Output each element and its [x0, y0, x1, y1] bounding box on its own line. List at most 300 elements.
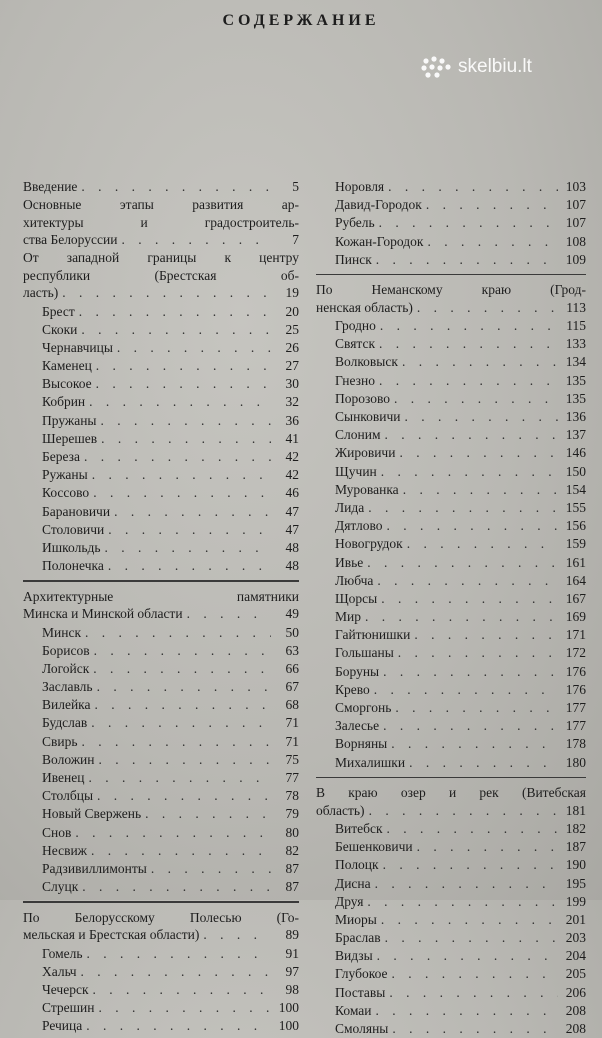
leader-dots [95, 696, 271, 714]
toc-label: Ишкольдь [42, 539, 101, 555]
leader-dots [417, 299, 558, 317]
section-divider [23, 901, 299, 903]
toc-list [316, 820, 586, 1038]
toc-entry [23, 557, 299, 575]
leader-dots [394, 390, 558, 408]
toc-label: Новогрудок [335, 536, 403, 552]
toc-label: Чернавчицы [42, 339, 113, 355]
toc-label: Слоним [335, 427, 381, 443]
toc-page: 109 [565, 251, 586, 267]
toc-label: Речица [42, 1018, 83, 1034]
toc-page: 176 [565, 681, 586, 697]
toc-left-column [23, 178, 299, 1036]
leader-dots [108, 521, 271, 539]
leader-dots [367, 893, 558, 911]
toc-page: 190 [565, 857, 586, 873]
toc-page: 135 [565, 390, 586, 406]
toc-page: 79 [285, 806, 299, 822]
leader-dots [399, 444, 558, 462]
toc-page: 164 [565, 572, 586, 588]
toc-label: Смоляны [335, 1021, 389, 1037]
leader-dots [381, 590, 558, 608]
leader-dots [383, 717, 558, 735]
toc-page: 7 [292, 232, 299, 248]
toc-label: Жировичи [335, 445, 396, 461]
toc-page: 71 [285, 715, 299, 731]
leader-dots [145, 805, 271, 823]
leader-dots [91, 714, 271, 732]
toc-label: Несвиж [42, 842, 87, 858]
toc-page: 204 [565, 948, 586, 964]
leader-dots [409, 754, 558, 772]
leader-dots [84, 448, 271, 466]
leader-dots [381, 463, 558, 481]
toc-label: Полонечка [42, 558, 104, 574]
toc-entry [23, 339, 299, 357]
toc-page: 161 [565, 554, 586, 570]
toc-section-heading [316, 802, 586, 820]
toc-page: 47 [285, 521, 299, 537]
toc-page: 176 [565, 663, 586, 679]
toc-entry [316, 875, 586, 893]
toc-page: 42 [285, 449, 299, 465]
toc-entry [316, 663, 586, 681]
toc-page: 89 [285, 927, 299, 943]
toc-page: 206 [565, 984, 586, 1000]
toc-list [23, 945, 299, 1036]
toc-page: 71 [285, 733, 299, 749]
toc-page: 46 [285, 485, 299, 501]
toc-list [23, 624, 299, 897]
leader-dots [367, 554, 558, 572]
toc-entry [23, 430, 299, 448]
toc-label: Любча [335, 572, 374, 588]
leader-dots [383, 663, 558, 681]
toc-page: 154 [565, 481, 586, 497]
toc-label: Гайтюнишки [335, 627, 411, 643]
toc-label: Свирь [42, 733, 78, 749]
toc-entry [23, 642, 299, 660]
leader-dots [81, 963, 271, 981]
toc-page: 150 [565, 463, 586, 479]
toc-right-column [316, 178, 586, 1038]
toc-label: Святск [335, 336, 376, 352]
toc-entry [316, 754, 586, 772]
toc-page: 180 [565, 754, 586, 770]
toc-label: Видзы [335, 948, 373, 964]
toc-label: Минска и Минской области [23, 606, 183, 622]
toc-entry [316, 911, 586, 929]
leader-dots [89, 393, 271, 411]
toc-page: 26 [285, 339, 299, 355]
toc-page: 171 [565, 627, 586, 643]
leader-dots [379, 372, 558, 390]
toc-entry [23, 624, 299, 642]
toc-entry [23, 860, 299, 878]
leader-dots [187, 605, 271, 623]
toc-page: 107 [565, 215, 586, 231]
toc-label: Столовичи [42, 521, 105, 537]
toc-entry [23, 466, 299, 484]
toc-entry [316, 426, 586, 444]
leader-dots [81, 178, 271, 196]
toc-label: Чечерск [42, 981, 89, 997]
toc-entry [23, 769, 299, 787]
toc-page: 47 [285, 503, 299, 519]
toc-page: 135 [565, 372, 586, 388]
toc-label: Шерешев [42, 430, 98, 446]
toc-entry [316, 1002, 586, 1020]
leader-dots [88, 769, 271, 787]
toc-page: 19 [285, 285, 299, 301]
leader-dots [414, 626, 558, 644]
toc-label: Дятлово [335, 518, 383, 534]
toc-entry [23, 805, 299, 823]
leader-dots [79, 303, 271, 321]
dots-logo-icon [420, 55, 452, 79]
toc-page: 100 [278, 1018, 299, 1034]
leader-dots [203, 926, 271, 944]
leader-dots [384, 426, 558, 444]
toc-page: 182 [565, 820, 586, 836]
toc-entry [316, 893, 586, 911]
toc-page: 156 [565, 518, 586, 534]
toc-heading-line: По Неманскому краю (Грод- [316, 282, 586, 298]
toc-entry-intro [23, 178, 299, 196]
toc-page: 36 [285, 412, 299, 428]
toc-entry [316, 645, 586, 663]
leader-dots [91, 842, 271, 860]
toc-entry [316, 572, 586, 590]
leader-dots [96, 375, 271, 393]
toc-label: Барановичи [42, 503, 111, 519]
leader-dots [98, 999, 271, 1017]
toc-page: 42 [285, 467, 299, 483]
leader-dots [407, 535, 558, 553]
toc-page: 137 [565, 427, 586, 443]
leader-dots [379, 214, 558, 232]
leader-dots [94, 642, 271, 660]
leader-dots [427, 233, 558, 251]
leader-dots [405, 408, 558, 426]
toc-entry [316, 590, 586, 608]
toc-heading-line: хитектуры и градостроитель- [23, 214, 299, 230]
toc-label: Гнезно [335, 372, 375, 388]
toc-entry [316, 463, 586, 481]
toc-entry [316, 196, 586, 214]
toc-entry [316, 372, 586, 390]
toc-label: Миоры [335, 911, 377, 927]
leader-dots [388, 178, 558, 196]
toc-page: 178 [565, 736, 586, 752]
page-title: СОДЕРЖАНИЕ [222, 12, 380, 29]
toc-entry [316, 251, 586, 269]
leader-dots [389, 984, 558, 1002]
toc-list [23, 303, 299, 576]
leader-dots [114, 503, 271, 521]
toc-entry [316, 626, 586, 644]
leader-dots [365, 608, 558, 626]
toc-entry [23, 448, 299, 466]
toc-page: 159 [565, 536, 586, 552]
section-divider [316, 777, 586, 779]
toc-label: Браслав [335, 930, 381, 946]
toc-label: Воложин [42, 751, 95, 767]
toc-page: 87 [285, 879, 299, 895]
leader-dots [402, 353, 558, 371]
leader-dots [403, 481, 558, 499]
toc-label: Порозово [335, 390, 391, 406]
leader-dots [385, 929, 558, 947]
toc-section-heading [23, 284, 299, 302]
leader-dots [392, 965, 559, 983]
leader-dots [395, 699, 558, 717]
toc-label: Волковыск [335, 354, 398, 370]
toc-label: Глубокое [335, 966, 388, 982]
toc-entry [316, 214, 586, 232]
toc-entry [23, 715, 299, 733]
toc-label: Стрешин [42, 1000, 95, 1016]
toc-label: Минск [42, 624, 82, 640]
toc-label: Вилейка [42, 697, 91, 713]
toc-label: Высокое [42, 376, 92, 392]
toc-entry [316, 681, 586, 699]
leader-dots [101, 430, 271, 448]
toc-label: Радзивиллимонты [42, 860, 147, 876]
toc-page: 32 [285, 394, 299, 410]
toc-page: 20 [285, 303, 299, 319]
toc-label: Полоцк [335, 857, 379, 873]
toc-entry [23, 733, 299, 751]
toc-page: 91 [285, 945, 299, 961]
toc-page: 113 [566, 299, 586, 315]
toc-page: 115 [566, 318, 586, 334]
toc-entry [316, 929, 586, 947]
toc-entry [23, 824, 299, 842]
leader-dots [398, 644, 558, 662]
toc-entry [316, 233, 586, 251]
toc-label: Каменец [42, 358, 92, 374]
leader-dots [99, 751, 271, 769]
toc-label: Пинск [335, 251, 372, 267]
toc-heading-line: От западной границы к центру [23, 250, 299, 266]
leader-dots [87, 945, 271, 963]
leader-dots [108, 557, 271, 575]
leader-dots [381, 911, 558, 929]
toc-page: 77 [285, 770, 299, 786]
leader-dots [375, 875, 558, 893]
watermark [420, 55, 532, 79]
toc-label: Ворняны [335, 736, 388, 752]
toc-entry [23, 357, 299, 375]
toc-page: 136 [565, 409, 586, 425]
toc-entry [23, 878, 299, 896]
toc-label: Скоки [42, 321, 78, 337]
leader-dots [391, 735, 558, 753]
toc-entry [316, 699, 586, 717]
leader-dots [101, 412, 271, 430]
toc-page: 67 [285, 679, 299, 695]
leader-dots [86, 1017, 271, 1035]
toc-entry [316, 856, 586, 874]
leader-dots [62, 284, 271, 302]
toc-label: мельская и Брестская области) [23, 927, 200, 943]
toc-entry [316, 947, 586, 965]
toc-heading-line: По Белорусскому Полесью (Го- [23, 909, 299, 925]
toc-label: Ивенец [42, 770, 85, 786]
toc-label: ненская область) [316, 299, 413, 315]
leader-dots [392, 1020, 558, 1038]
leader-dots [377, 947, 558, 965]
toc-entry [316, 408, 586, 426]
leader-dots [97, 678, 271, 696]
leader-dots [417, 838, 558, 856]
toc-page: 133 [565, 336, 586, 352]
toc-page: 155 [565, 499, 586, 515]
toc-page: 68 [285, 697, 299, 713]
toc-page: 177 [565, 718, 586, 734]
toc-label: Гольшаны [335, 645, 394, 661]
toc-page: 167 [565, 590, 586, 606]
toc-page: 187 [565, 839, 586, 855]
toc-page: 172 [565, 645, 586, 661]
leader-dots [75, 824, 271, 842]
toc-label: Залесье [335, 718, 380, 734]
leader-dots [377, 572, 558, 590]
toc-page: 30 [285, 376, 299, 392]
toc-entry [23, 981, 299, 999]
toc-heading-line: В краю озер и рек (Витебская [316, 785, 586, 801]
leader-dots [96, 357, 271, 375]
leader-dots [383, 856, 558, 874]
toc-entry [23, 963, 299, 981]
toc-section-heading [316, 299, 586, 317]
toc-label: Дисна [335, 875, 371, 891]
leader-dots [92, 466, 271, 484]
toc-page: 108 [565, 233, 586, 249]
leader-dots [387, 517, 558, 535]
toc-entry [23, 999, 299, 1017]
toc-entry [316, 735, 586, 753]
toc-label: Кобрин [42, 394, 86, 410]
toc-page: 50 [285, 624, 299, 640]
leader-dots [380, 317, 558, 335]
toc-page: 146 [565, 445, 586, 461]
toc-label: Друя [335, 893, 364, 909]
toc-label: Щучин [335, 463, 377, 479]
toc-label: Гомель [42, 945, 83, 961]
toc-page: 195 [565, 875, 586, 891]
toc-entry [23, 539, 299, 557]
toc-page: 41 [285, 430, 299, 446]
toc-entry [23, 503, 299, 521]
leader-dots [82, 733, 271, 751]
toc-label: Норовля [335, 178, 385, 194]
toc-page: 80 [285, 824, 299, 840]
toc-label: Кожан-Городок [335, 233, 424, 249]
leader-dots [426, 196, 558, 214]
leader-dots [93, 981, 271, 999]
leader-dots [93, 484, 271, 502]
toc-entry [23, 412, 299, 430]
leader-dots [117, 339, 271, 357]
leader-dots [376, 1002, 559, 1020]
leader-dots [97, 787, 271, 805]
toc-label: Коссово [42, 485, 90, 501]
toc-entry [316, 390, 586, 408]
toc-entry [316, 481, 586, 499]
toc-entry [316, 554, 586, 572]
leader-dots [81, 321, 271, 339]
toc-section-heading [23, 926, 299, 944]
toc-page: 97 [285, 963, 299, 979]
toc-label: Столбцы [42, 788, 94, 804]
leader-dots [82, 878, 271, 896]
leader-dots [387, 820, 558, 838]
toc-label: Поставы [335, 984, 386, 1000]
toc-page: 203 [565, 930, 586, 946]
toc-page: 5 [292, 178, 299, 194]
toc-page: 169 [565, 609, 586, 625]
toc-list [316, 317, 586, 772]
toc-page: 98 [285, 981, 299, 997]
toc-label: Михалишки [335, 754, 406, 770]
toc-page: 103 [565, 178, 586, 194]
toc-label: Борисов [42, 642, 90, 658]
leader-dots [376, 251, 558, 269]
toc-entry [23, 375, 299, 393]
toc-label: Сынковичи [335, 409, 401, 425]
toc-label: Слуцк [42, 879, 79, 895]
toc-entry [316, 535, 586, 553]
leader-dots [369, 802, 558, 820]
toc-label: Будслав [42, 715, 88, 731]
toc-page: 25 [285, 321, 299, 337]
toc-label: Ивье [335, 554, 364, 570]
toc-entry [23, 678, 299, 696]
toc-entry [23, 394, 299, 412]
toc-entry [316, 354, 586, 372]
toc-entry [316, 1020, 586, 1038]
toc-entry [23, 787, 299, 805]
toc-label: Комаи [335, 1002, 372, 1018]
toc-section-heading [23, 605, 299, 623]
toc-heading-line: республики (Брестская об- [23, 267, 299, 283]
toc-page: 75 [285, 751, 299, 767]
toc-label: Заславль [42, 679, 93, 695]
toc-label: область) [316, 802, 365, 818]
toc-label: Сморгонь [335, 700, 392, 716]
section-divider [23, 580, 299, 582]
toc-label: Пружаны [42, 412, 97, 428]
toc-page: 107 [565, 197, 586, 213]
toc-entry [316, 317, 586, 335]
toc-entry [316, 984, 586, 1002]
toc-page: 177 [565, 700, 586, 716]
toc-page: 208 [565, 1002, 586, 1018]
toc-label: Мир [335, 609, 361, 625]
toc-label: Гродно [335, 318, 376, 334]
toc-entry [23, 484, 299, 502]
toc-entry [316, 717, 586, 735]
toc-page: 100 [278, 1000, 299, 1016]
toc-label: ства Белоруссии [23, 232, 118, 248]
toc-entry [316, 444, 586, 462]
toc-entry [23, 1017, 299, 1035]
toc-label: Брест [42, 303, 75, 319]
toc-label: Береза [42, 449, 80, 465]
toc-entry [23, 321, 299, 339]
